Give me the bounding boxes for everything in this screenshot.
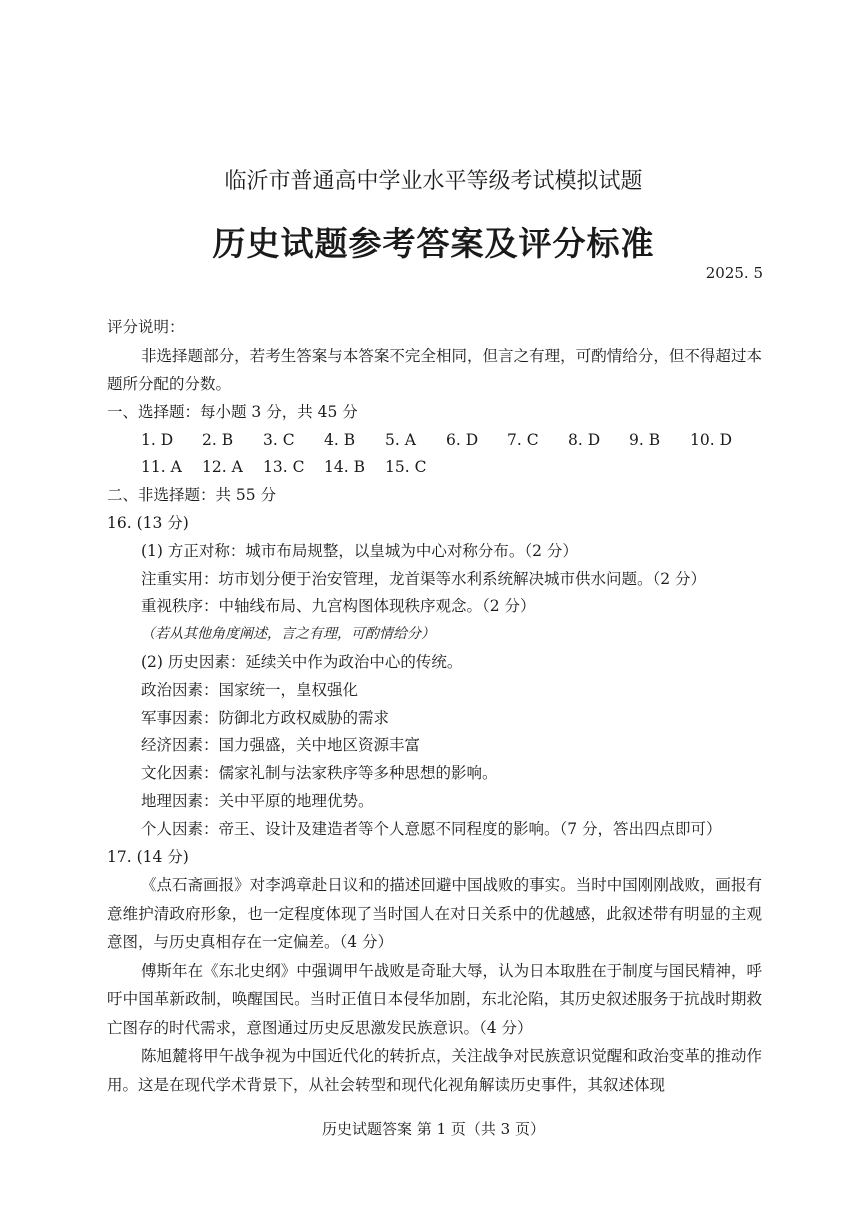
question-17-label: 17. (14 分) <box>107 847 189 866</box>
choice-answers-row-1 <box>107 427 762 455</box>
choice-answer: 12. A <box>202 458 243 477</box>
choice-answer: 10. D <box>690 430 733 449</box>
q16-answer-line: (1) 方正对称：城市布局规整，以皇城为中心对称分布。（2 分） <box>141 541 578 560</box>
section2-heading: 二、非选择题：共 55 分 <box>107 486 277 505</box>
q17-paragraph: 傅斯年在《东北史纲》中强调甲午战败是奇耻大辱，认为日本取胜在于制度与国民精神，呼吁中国革新政制，唤醒国民。当时正值日本侵华加剧，东北沦陷，其历史叙述服务于抗战时期救亡图存的时代需求，意图通过历史反思激发民族意识。（4 分） <box>107 961 762 1037</box>
exam-subtitle: 临沂市普通高中学业水平等级考试模拟试题 <box>224 169 643 194</box>
choice-answer: 3. C <box>263 430 295 449</box>
document-body <box>107 314 762 1099</box>
grading-note-heading: 评分说明： <box>107 318 185 336</box>
choice-answer: 2. B <box>202 430 234 449</box>
choice-answer: 15. C <box>385 458 427 477</box>
q16-answer-line: 军事因素：防御北方政权威胁的需求 <box>141 708 390 727</box>
choice-answer: 9. B <box>629 430 661 449</box>
choice-answer: 11. A <box>141 458 182 477</box>
q16-answer-line: 经济因素：国力强盛，关中地区资源丰富 <box>141 736 421 755</box>
q16-answer-line: 政治因素：国家统一，皇权强化 <box>141 680 359 699</box>
q17-paragraph: 《点石斋画报》对李鸿章赴日议和的描述回避中国战败的事实。当时中国刚刚战败，画报有意维护清政府形象，也一定程度体现了当时国人在对日关系中的优越感，此叙述带有明显的主观意图，与历史真相存在一定偏差。（4 分） <box>107 876 762 952</box>
choice-answers-row-2 <box>107 454 762 482</box>
choice-answer: 6. D <box>446 430 479 449</box>
q16-answer-line: 重视秩序：中轴线布局、九宫构图体现秩序观念。（2 分） <box>141 597 536 616</box>
choice-answer: 1. D <box>141 430 174 449</box>
document-date: 2025. 5 <box>705 264 763 282</box>
choice-answer: 4. B <box>324 430 356 449</box>
document-title: 历史试题参考答案及评分标准 <box>212 224 655 263</box>
choice-answer: 14. B <box>324 458 365 477</box>
q16-answer-line: (2) 历史因素：延续关中作为政治中心的传统。 <box>141 652 463 671</box>
choice-answer: 7. C <box>507 430 539 449</box>
q16-answer-line: 地理因素：关中平原的地理优势。 <box>141 791 374 810</box>
q17-paragraph: 陈旭麓将甲午战争视为中国近代化的转折点，关注战争对民族意识觉醒和政治变革的推动作用。这是在现代学术背景下，从社会转型和现代化视角解读历史事件，其叙述体现 <box>107 1047 762 1094</box>
choice-answer: 8. D <box>568 430 601 449</box>
choice-answer: 13. C <box>263 458 305 477</box>
grading-note-text: 非选择题部分，若考生答案与本答案不完全相同，但言之有理，可酌情给分，但不得超过本题所分配的分数。 <box>107 346 762 394</box>
question-16-label: 16. (13 分) <box>107 513 189 532</box>
q16-answer-line: 注重实用：坊市划分便于治安管理，龙首渠等水利系统解决城市供水问题。（2 分） <box>141 569 707 588</box>
page-footer: 历史试题答案 第 1 页（共 3 页） <box>322 1120 545 1138</box>
q16-answer-line: 个人因素：帝王、设计及建造者等个人意愿不同程度的影响。（7 分，答出四点即可） <box>141 819 722 838</box>
q16-grading-note: （若从其他角度阐述，言之有理，可酌情给分） <box>141 626 435 643</box>
section1-heading: 一、选择题：每小题 3 分，共 45 分 <box>107 402 358 421</box>
choice-answer: 5. A <box>385 430 416 449</box>
q16-answer-line: 文化因素：儒家礼制与法家秩序等多种思想的影响。 <box>141 764 498 783</box>
